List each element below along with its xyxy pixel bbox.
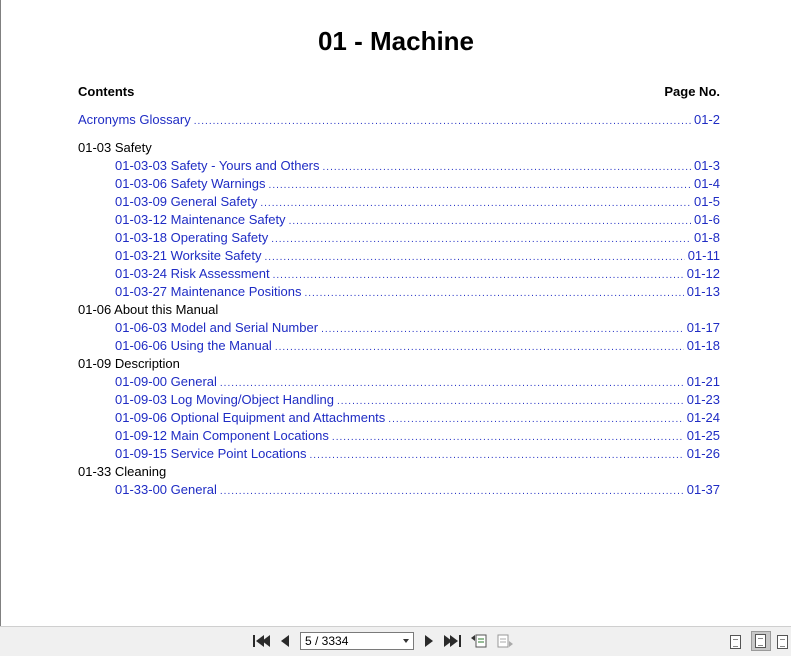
toc-link[interactable]: [115, 248, 720, 266]
toc-entry-page: 01-3: [693, 158, 720, 173]
dot-leader: [271, 232, 691, 248]
dot-leader: [388, 412, 683, 428]
facing-pages-view-icon[interactable]: [777, 635, 788, 649]
toc-link-acronyms-glossary[interactable]: [78, 112, 720, 130]
dot-leader: [337, 394, 684, 410]
toc-entry-label: 01-03-06 Safety Warnings: [115, 176, 266, 191]
toc-link[interactable]: [115, 158, 720, 176]
toc-entry-label: 01-09-15 Service Point Locations: [115, 446, 307, 461]
toc-entry-page: 01-26: [686, 446, 720, 461]
toc-entry-label: Acronyms Glossary: [78, 112, 191, 127]
toc-entry-page: 01-4: [693, 176, 720, 191]
toc-entry-page: 01-8: [693, 230, 720, 245]
page-title: 01 - Machine: [317, 26, 475, 56]
toc-entry-page: 01-13: [686, 284, 720, 299]
contents-label: Contents: [78, 84, 135, 99]
toc-entry-page: 01-21: [686, 374, 720, 389]
toc-link[interactable]: [115, 284, 720, 302]
dot-leader: [194, 114, 691, 130]
toc-entry-label: 01-03-09 General Safety: [115, 194, 258, 209]
toc-entry-label: 01-06-03 Model and Serial Number: [115, 320, 319, 335]
toc-entry-label: 01-09-03 Log Moving/Object Handling: [115, 392, 334, 407]
toc-link[interactable]: [115, 446, 720, 464]
single-page-view-icon[interactable]: [730, 635, 741, 649]
toc-entry-page: 01-37: [686, 482, 720, 497]
last-page-icon[interactable]: [443, 633, 461, 649]
continuous-page-view-button[interactable]: [751, 631, 771, 651]
chevron-down-icon: [403, 639, 409, 643]
toc-section-heading: 01-09 Description: [78, 356, 180, 371]
viewer-toolbar: [0, 626, 791, 656]
toc-entry-label: 01-03-27 Maintenance Positions: [115, 284, 302, 299]
previous-page-icon[interactable]: [276, 633, 294, 649]
dot-leader: [304, 286, 683, 302]
dot-leader: [220, 484, 684, 500]
toc-entry-label: 01-09-00 General: [115, 374, 217, 389]
toc-link[interactable]: [115, 176, 720, 194]
toc-section-heading: 01-06 About this Manual: [78, 302, 219, 317]
toc-link[interactable]: [115, 194, 720, 212]
toc-entry-page: 01-24: [686, 410, 720, 425]
dot-leader: [220, 376, 684, 392]
toc-entry-label: 01-03-21 Worksite Safety: [115, 248, 262, 263]
go-back-view-icon[interactable]: [470, 633, 488, 649]
dot-leader: [289, 214, 691, 230]
toc-entry-label: 01-03-03 Safety - Yours and Others: [115, 158, 320, 173]
next-page-icon[interactable]: [420, 633, 438, 649]
toc-section-heading: 01-33 Cleaning: [78, 464, 167, 479]
dot-leader: [321, 322, 684, 338]
toc-entry-label: 01-33-00 General: [115, 482, 217, 497]
dot-leader: [269, 178, 691, 194]
toc-entry-page: 01-5: [693, 194, 720, 209]
toc-link[interactable]: [115, 338, 720, 356]
toc-link[interactable]: [115, 320, 720, 338]
toc-entry-page: 01-2: [693, 112, 720, 127]
dot-leader: [260, 196, 691, 212]
toc-entry-page: 01-12: [686, 266, 720, 281]
toc-link[interactable]: [115, 266, 720, 284]
toc-entry-page: 01-18: [686, 338, 720, 353]
toc-section-heading: 01-03 Safety: [78, 140, 152, 155]
toc-link[interactable]: [115, 230, 720, 248]
dot-leader: [264, 250, 684, 266]
toc-link[interactable]: [115, 482, 720, 500]
toc-link[interactable]: [115, 374, 720, 392]
continuous-page-view-icon: [755, 634, 766, 648]
dot-leader: [273, 268, 684, 284]
contents-header: [78, 84, 720, 99]
toc-entry-label: 01-03-18 Operating Safety: [115, 230, 269, 245]
toc-entry-label: 01-09-06 Optional Equipment and Attachments: [115, 410, 386, 425]
toc-entry-page: 01-23: [686, 392, 720, 407]
toc-entry-label: 01-03-24 Risk Assessment: [115, 266, 270, 281]
first-page-icon[interactable]: [252, 633, 270, 649]
toc-link[interactable]: [115, 212, 720, 230]
dot-leader: [275, 340, 684, 356]
page-indicator: 5 / 3334: [305, 634, 349, 648]
dot-leader: [332, 430, 684, 446]
toc-entry-page: 01-25: [686, 428, 720, 443]
toc-entry-label: 01-03-12 Maintenance Safety: [115, 212, 286, 227]
toc-link[interactable]: [115, 428, 720, 446]
toc-entry-page: 01-11: [687, 248, 720, 263]
toc-link[interactable]: [115, 410, 720, 428]
dot-leader: [323, 160, 691, 176]
page-no-label: Page No.: [664, 84, 720, 99]
toc-entry-page: 01-17: [686, 320, 720, 335]
go-forward-view-icon[interactable]: [496, 633, 514, 649]
toc-link[interactable]: [115, 392, 720, 410]
page-number-select[interactable]: [300, 632, 414, 650]
toc-entry-label: 01-09-12 Main Component Locations: [115, 428, 329, 443]
dot-leader: [310, 448, 684, 464]
toc-entry-label: 01-06-06 Using the Manual: [115, 338, 272, 353]
toc-entry-page: 01-6: [693, 212, 720, 227]
